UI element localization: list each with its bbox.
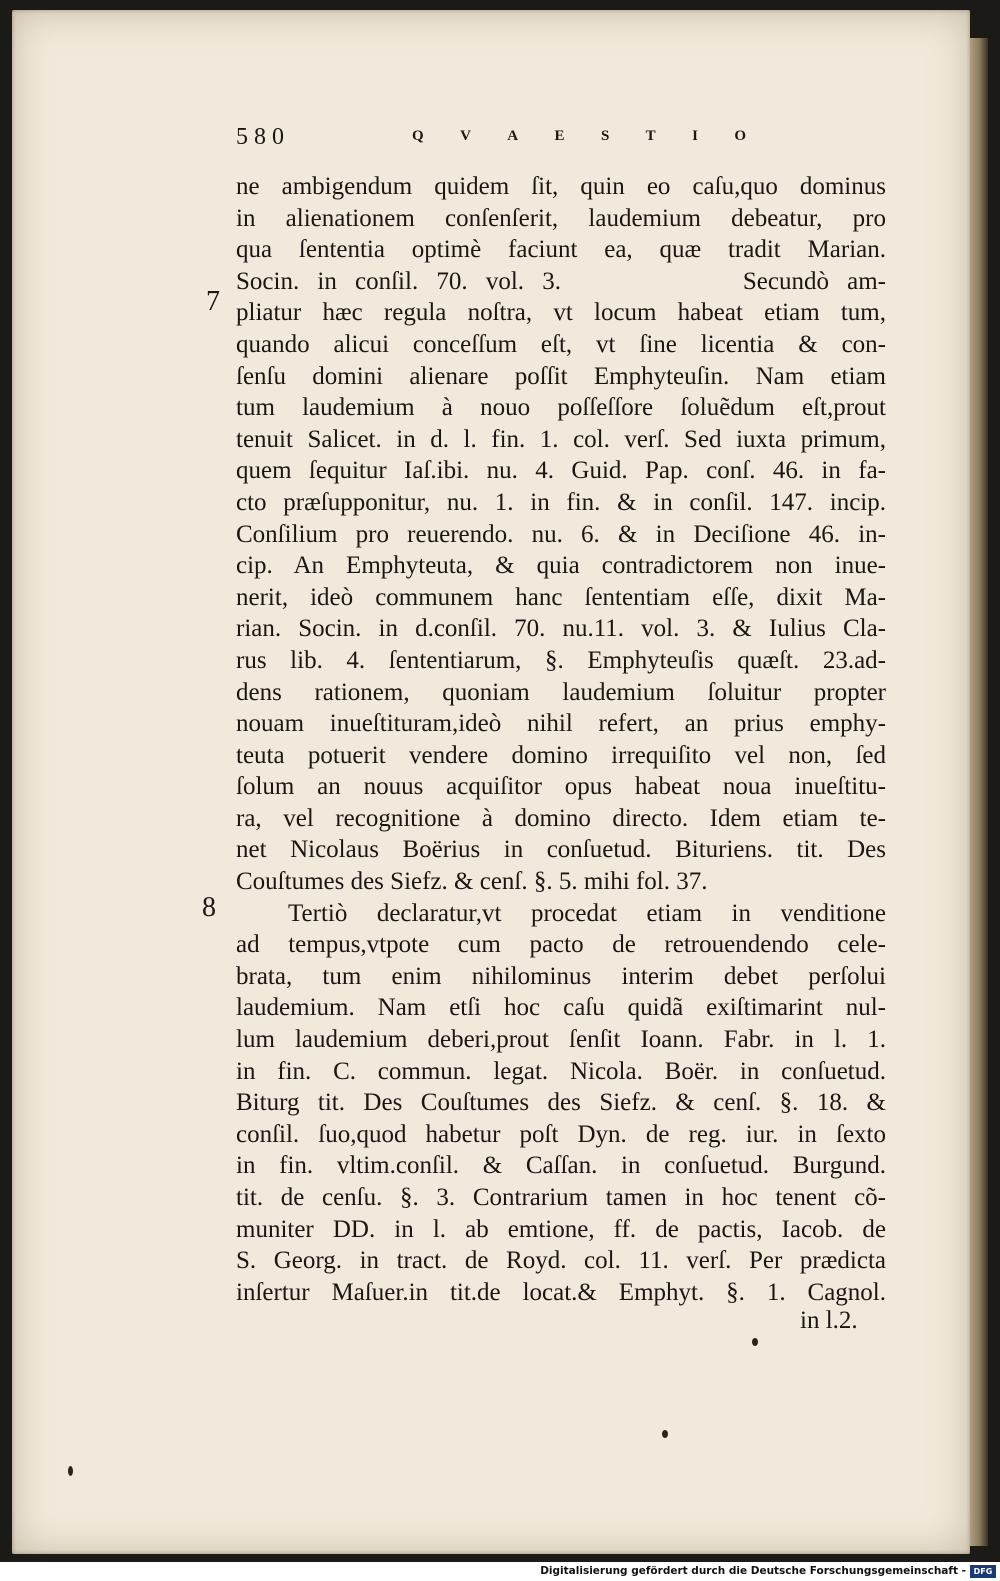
- running-head-letter: T: [645, 128, 658, 144]
- text-line: in fin. vltim.conſil. & Caſſan. in conſuetud. Burgund.: [236, 1152, 886, 1180]
- running-head-letter: Q: [412, 128, 426, 144]
- text-line: cip. An Emphyteuta, & quia contradictorem non inue-: [236, 552, 886, 580]
- text-line: Socin. in conſil. 70. vol. 3. Secundò am-: [236, 267, 886, 295]
- text-line: quem ſequitur Iaſ.ibi. nu. 4. Guid. Pap. conſ. 46. in fa-: [236, 457, 886, 485]
- text-line: quando alicui conceſſum eſt, vt ſine licentia & con-: [236, 330, 886, 358]
- text-line: in alienationem conſenſerit, laudemium debeatur, pro: [236, 204, 886, 232]
- text-line: ad tempus,vtpote cum pacto de retrouendendo cele-: [236, 931, 886, 959]
- running-head-letter: O: [734, 128, 748, 144]
- digitization-footer: [0, 1562, 1000, 1581]
- text-line: cto præſupponitur, nu. 1. in fin. & in conſil. 147. incip.: [236, 488, 886, 516]
- running-head-letter: S: [600, 128, 612, 144]
- text-line: pliatur hæc regula noſtra, vt locum habeat etiam tum,: [236, 299, 886, 327]
- text-line: ra, vel recognitione à domino directo. Idem etiam te-: [236, 804, 886, 832]
- text-line: brata, tum enim nihilominus interim debet perſolui: [236, 962, 886, 990]
- text-line: nouam inueſtituram,ideò nihil refert, an prius emphy-: [236, 710, 886, 738]
- text-line: laudemium. Nam etſi hoc caſu quidã exiſtimarint nul-: [236, 994, 886, 1022]
- running-head-letter: I: [692, 128, 700, 144]
- running-head-letter: A: [507, 128, 521, 144]
- ink-speck: [752, 1338, 758, 1346]
- margin-number-8: 8: [202, 892, 216, 923]
- text-line: ſenſu domini alienare poſſit Emphyteuſin. Nam etiam: [236, 362, 886, 390]
- ink-speck: [662, 1430, 668, 1438]
- running-head-letter: V: [460, 128, 473, 144]
- text-line: teuta potuerit vendere domino irrequiſito vel non, ſed: [236, 741, 886, 769]
- text-line: S. Georg. in tract. de Royd. col. 11. verſ. Per prædicta: [236, 1247, 886, 1275]
- text-line: ſolum an nouus acquiſitor opus habeat noua inueſtitu-: [236, 773, 886, 801]
- text-line: tum laudemium à nouo poſſeſſore ſoluẽdum eſt,prout: [236, 394, 886, 422]
- text-line: Tertiò declaratur,vt procedat etiam in venditione: [288, 899, 886, 927]
- text-line: nerit, ideò communem hanc ſententiam eſſe, dixit Ma-: [236, 583, 886, 611]
- running-head: [412, 128, 748, 145]
- text-line: tenuit Salicet. in d. l. fin. 1. col. verſ. Sed iuxta primum,: [236, 425, 886, 453]
- running-head-letter: E: [554, 128, 567, 144]
- dfg-logo-icon: DFG: [970, 1565, 996, 1578]
- text-line: net Nicolaus Boërius in conſuetud. Bituriens. tit. Des: [236, 836, 886, 864]
- text-line: Couſtumes des Siefz. & cenſ. §. 5. mihi fol. 37.: [236, 868, 708, 896]
- body-text: [236, 171, 886, 1308]
- text-line: qua ſententia optimè faciunt ea, quæ tradit Marian.: [236, 236, 886, 264]
- text-line: dens rationem, quoniam laudemium ſoluitur propter: [236, 678, 886, 706]
- text-line: rus lib. 4. ſententiarum, §. Emphyteuſis quæſt. 23.ad-: [236, 646, 886, 674]
- footer-credit: Digitalisierung gefördert durch die Deutsche Forschungsgemeinschaft -: [540, 1565, 966, 1577]
- text-line: muniter DD. in l. ab emtione, ff. de pactis, Iacob. de: [236, 1215, 886, 1243]
- text-line: Biturg tit. Des Couſtumes des Siefz. & cenſ. §. 18. &: [236, 1089, 886, 1117]
- page-header: [236, 124, 756, 158]
- page-number: 580: [236, 124, 290, 150]
- text-line: in fin. C. commun. legat. Nicola. Boër. in conſuetud.: [236, 1057, 886, 1085]
- text-line: inſertur Maſuer.in tit.de locat.& Emphyt. §. 1. Cagnol.: [236, 1278, 886, 1306]
- text-line: ne ambigendum quidem ſit, quin eo caſu,quo dominus: [236, 173, 886, 200]
- text-line: conſil. ſuo,quod habetur poſt Dyn. de reg. iur. in ſexto: [236, 1120, 886, 1148]
- margin-number-7: 7: [206, 286, 220, 317]
- text-line: rian. Socin. in d.conſil. 70. nu.11. vol. 3. & Iulius Cla-: [236, 615, 886, 643]
- catchword: in l.2.: [800, 1307, 858, 1334]
- text-line: lum laudemium deberi,prout ſenſit Ioann. Fabr. in l. 1.: [236, 1026, 886, 1054]
- text-line: Conſilium pro reuerendo. nu. 6. & in Deciſione 46. in-: [236, 520, 886, 548]
- ink-speck: [68, 1466, 73, 1476]
- text-line: tit. de cenſu. §. 3. Contrarium tamen in hoc tenent cõ-: [236, 1184, 886, 1211]
